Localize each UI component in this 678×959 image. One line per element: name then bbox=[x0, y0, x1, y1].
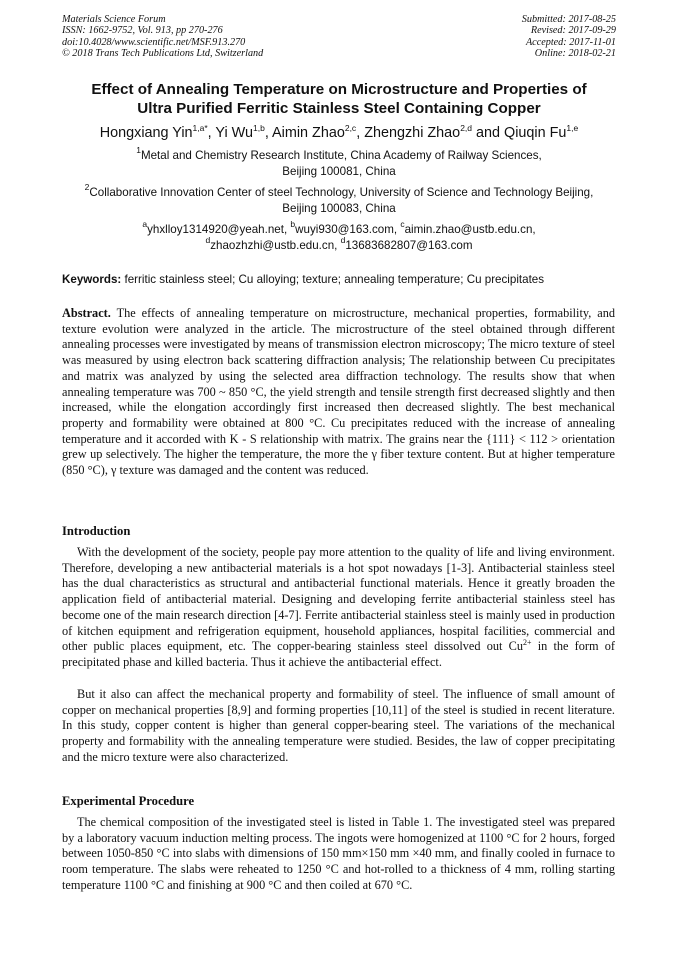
author-name: Hongxiang Yin bbox=[99, 125, 193, 141]
keywords bbox=[62, 272, 622, 288]
affiliation-line: Collaborative Innovation Center of steel Technology, University of Science and Technology Beijing, bbox=[89, 186, 594, 199]
section-heading-experimental: Experimental Procedure bbox=[62, 794, 195, 808]
author-separator: , bbox=[356, 125, 365, 141]
author-affiliation-mark: 2,c bbox=[344, 123, 357, 133]
publication-info bbox=[62, 14, 263, 60]
author-separator: , bbox=[207, 125, 216, 141]
affiliation-2 bbox=[40, 182, 638, 217]
author-affiliation-mark: 1,e bbox=[566, 123, 579, 133]
abstract bbox=[62, 306, 615, 479]
email-link[interactable]: wuyi930@163.com bbox=[295, 223, 394, 236]
author-affiliation-mark: 1,b bbox=[253, 123, 265, 133]
affiliation-number: 2 bbox=[84, 182, 90, 192]
email-link[interactable]: zhaozhzhi@ustb.edu.cn bbox=[210, 239, 335, 252]
author-name: Yi Wu bbox=[215, 125, 254, 141]
doi-link[interactable]: doi:10.4028/www.scientific.net/MSF.913.270 bbox=[62, 36, 246, 48]
issn-volume: ISSN: 1662-9752, Vol. 913, pp 270-276 bbox=[62, 25, 223, 37]
author-affiliation-mark: 1,a* bbox=[192, 123, 208, 133]
publication-dates bbox=[522, 14, 616, 60]
abstract-text: The effects of annealing temperature on microstructure, mechanical properties, formability, and texture evolution were analyzed in the article. The microstructure of the steel obtained through different annealing processes were investigated by means of transmission electron microscopy; The micro texture of steel was measured by using electron back scattering diffraction analysis; The relationship between Cu precipitates and matrix was analyzed by using the selected area diffraction technology. The results show that when annealing temperature was 700 ~ 850 °C, the yield strength and tensile strength first decreased slightly and then increased, while the elongation accordingly first increased then decreased slightly. The best mechanical property and formability were obtained at 800 °C. Cu precipitates reduced with the increase of annealing temperature and it accorded with K - S relationship with matrix. The grains near the {111} < 112 > orientation grew up selectively. The higher the temperature, the more the γ fiber texture content. But at higher temperature (850 °C), γ texture was damaged and the content was reduced. bbox=[62, 306, 615, 478]
author-separator: and bbox=[472, 125, 505, 141]
journal-name: Materials Science Forum bbox=[62, 14, 166, 25]
email-link[interactable]: 13683682807@163.com bbox=[345, 239, 473, 252]
abstract-label: Abstract. bbox=[62, 306, 111, 320]
submitted-date: Submitted: 2017-08-25 bbox=[521, 14, 616, 25]
online-date: Online: 2018-02-21 bbox=[534, 48, 616, 60]
section-heading-introduction: Introduction bbox=[62, 524, 131, 538]
ion-charge-superscript: 2+ bbox=[522, 638, 532, 648]
revised-date: Revised: 2017-09-29 bbox=[530, 25, 616, 37]
title-line-2: Ultra Purified Ferritic Stainless Steel Containing Copper bbox=[137, 100, 541, 117]
author-list bbox=[40, 124, 638, 142]
author-name: Qiuqin Fu bbox=[504, 125, 567, 141]
copyright-notice: © 2018 Trans Tech Publications Ltd, Switzerland bbox=[62, 48, 264, 60]
author-name: Zhengzhi Zhao bbox=[364, 125, 461, 141]
paper-title bbox=[40, 80, 638, 118]
affiliation-line: Metal and Chemistry Research Institute, China Academy of Railway Sciences, bbox=[140, 149, 542, 162]
affiliation-1 bbox=[40, 145, 638, 180]
author-separator: , bbox=[264, 125, 273, 141]
affiliation-number: 1 bbox=[136, 145, 141, 155]
keywords-text: ferritic stainless steel; Cu alloying; texture; annealing temperature; Cu precipitates bbox=[124, 273, 545, 286]
affiliation-line: Beijing 100083, China bbox=[282, 202, 396, 215]
author-name: Aimin Zhao bbox=[272, 125, 345, 141]
experimental-paragraph-1: The chemical composition of the investigated steel is listed in Table 1. The investigated steel was prepared by a laboratory vacuum induction melting process. The ingots were homogenized at 1100 °C for 2 hours, forged between 1050-850 °C into slabs with dimensions of 150 mm×150 mm ×40 mm, and finally cooled in furnace to room temperature. The slabs were reheated to 1250 °C and hot-rolled to a thickness of 4 mm, rolling starting temperature 1100 °C and finishing at 900 °C and then coiled at 670 °C. bbox=[62, 815, 615, 892]
email-link[interactable]: yhxlloy1314920@yeah.net bbox=[147, 223, 284, 236]
paragraph-text: in the form of precipitated phase and killed bacteria. Thus it achieve the antibacterial effect. bbox=[62, 639, 615, 669]
introduction-paragraph-2: But it also can affect the mechanical property and formability of steel. The influence of small amount of copper on mechanical properties [8,9] and forming properties [10,11] of the steel is studied in recent literature. In this study, copper content is higher than general copper-bearing steel. The variations of the mechanical property and formability with the annealing temperature were studied. Besides, the law of copper precipitating and the micro texture were also characterized. bbox=[62, 687, 615, 764]
author-emails: $^a$yhxlloy1314920@yeah.net, $^b$wuyi930@163.com, $^c$aimin.zhao@ustb.edu.cn, $^d$zhaozhzhi@ustb.edu.cn, $^d$13683682807@163.com bbox=[142, 219, 536, 252]
introduction-paragraph-1 bbox=[62, 545, 615, 671]
accepted-date: Accepted: 2017-11-01 bbox=[525, 36, 616, 48]
affiliation-line: Beijing 100081, China bbox=[282, 165, 396, 178]
paragraph-text: With the development of the society, people pay more attention to the quality of life and living environment. Therefore, developing a new antibacterial materials is a hot spot nowadays [1-3]. Antibacterial stainless steel has the dual characteristics as structural and antibacterial functional materials. Hence it greatly broaden the application field of antibacterial material. Designing and developing ferrite antibacterial stainless steel has become one of the main research direction [4-7]. Ferrite antibacterial stainless steel is mainly used in production of kitchen equipment and refrigeration equipment, household appliances, hospital facilities, commercial and other public places equipment, etc. The copper-bearing stainless steel dissolved out Cu bbox=[62, 545, 615, 654]
email-link[interactable]: aimin.zhao@ustb.edu.cn bbox=[404, 223, 533, 236]
author-affiliation-mark: 2,d bbox=[460, 123, 473, 133]
title-line-1: Effect of Annealing Temperature on Microstructure and Properties of bbox=[91, 81, 587, 98]
keywords-label: Keywords: bbox=[62, 273, 122, 286]
